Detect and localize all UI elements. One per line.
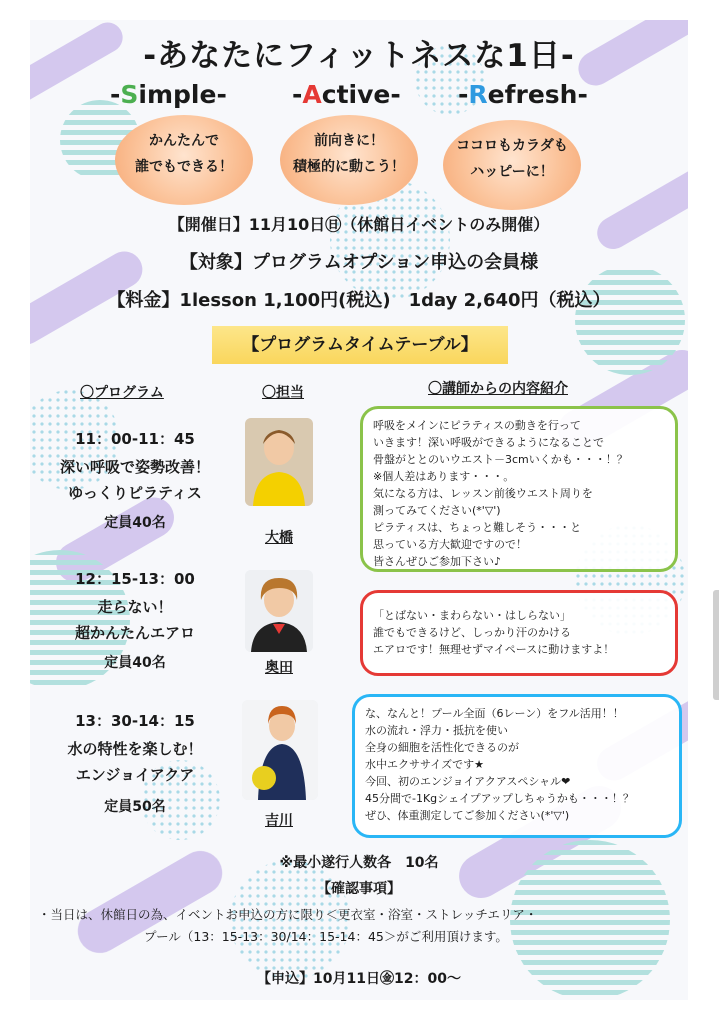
intro-line: 45分間で-1Kgシェイプアップしちゃうかも・・・！？ (365, 792, 634, 805)
intro-line: 今回、初のエンジョイアクアスペシャル❤ (365, 775, 571, 788)
session-time: 11：00-11：45 (75, 430, 195, 448)
instructor-name: 大橋 (265, 530, 293, 546)
keyword-desc-line: ハッピーに！ (470, 164, 554, 180)
intro-line: ※個人差はあります・・・。 (373, 470, 515, 483)
program-line: 水の特性を楽しむ！ (67, 740, 203, 758)
instructor-photo (242, 700, 318, 800)
keyword-refresh: -Refresh- (458, 80, 588, 109)
intro-line: 水中エクササイズです★ (365, 758, 484, 771)
session-program (35, 594, 235, 646)
session-capacity: 定員50名 (104, 799, 166, 815)
keyword-desc-line: かんたんで (149, 133, 219, 149)
intro-box (360, 406, 678, 572)
intro-line: 全身の細胞を活性化できるのが (365, 741, 519, 754)
keyword-desc-refresh (443, 133, 581, 185)
application-info: 【申込】10月11日㊎12：00～ (257, 971, 461, 987)
event-poster (30, 20, 688, 1000)
intro-line: 誰でもできるけど、しっかり汗のかける (373, 626, 571, 639)
program-line: 深い呼吸で姿勢改善！ (59, 458, 210, 476)
keyword-desc-simple (115, 128, 253, 180)
keyword-rest: efresh (487, 80, 578, 109)
event-date: 【開催日】11月10日㊐（休館日イベントのみ開催） (168, 215, 550, 234)
intro-box (360, 590, 678, 676)
keyword-initial: S (120, 80, 139, 109)
program-line: エンジョイアクア (75, 766, 195, 784)
person-icon (245, 570, 313, 652)
keyword-rest: imple (138, 80, 217, 109)
confirm-notes (38, 904, 683, 948)
confirm-title: 【確認事項】 (317, 881, 401, 897)
keyword-desc-line: 誰でもできる！ (135, 159, 233, 175)
intro-line: 思っている方大歓迎ですので！ (373, 538, 527, 551)
poster-title: -あなたにフィットネスな1日- (143, 38, 575, 74)
keyword-desc-line: ココロもカラダも (456, 138, 568, 154)
session-capacity: 定員40名 (104, 655, 166, 671)
instructor-name: 吉川 (265, 813, 293, 829)
event-fee: 【料金】1lesson 1,100円(税込) 1day 2,640円（税込） (107, 290, 611, 311)
intro-line: 呼吸をメインにピラティスの動きを行って (373, 419, 581, 432)
header-instructor: 〇担当 (262, 385, 304, 401)
person-icon (242, 700, 318, 800)
keyword-desc-line: 積極的に動こう！ (293, 159, 405, 175)
event-target: 【対象】プログラムオプション申込の会員様 (179, 252, 539, 273)
program-line: 走らない！ (97, 598, 173, 616)
program-line: 超かんたんエアロ (74, 624, 195, 642)
session-time: 12：15-13：00 (75, 570, 195, 588)
session-program (35, 454, 235, 506)
intro-line: な、なんと！プール全面（6レーン）をフル活用！！ (365, 707, 624, 720)
confirm-line: ・当日は、休館日の為、イベントお申込の方に限り＜更衣室・浴室・ストレッチエリア・ (38, 907, 538, 922)
timetable-banner: 【プログラムタイムテーブル】 (212, 326, 508, 364)
intro-line: 皆さんぜひご参加下さい♪ (373, 555, 502, 568)
instructor-photo (245, 570, 313, 652)
header-intro: 〇講師からの内容紹介 (428, 381, 568, 397)
instructor-photo (245, 418, 313, 506)
intro-line: 「とばない・まわらない・はしらない」 (373, 609, 571, 622)
intro-line: いきます！深い呼吸ができるようになることで (373, 436, 604, 449)
keyword-active: -Active- (292, 80, 401, 109)
confirm-line: プール（13：15-13：30/14：15-14：45＞がご利用頂けます。 (144, 929, 508, 944)
keyword-initial: A (302, 80, 322, 109)
intro-box (352, 694, 682, 838)
keyword-simple: -Simple- (110, 80, 227, 109)
scrollbar-thumb[interactable] (713, 590, 719, 700)
header-program: 〇プログラム (80, 385, 164, 401)
intro-line: エアロです！無理せずマイペースに動けますよ！ (373, 643, 615, 656)
session-program (35, 736, 235, 788)
intro-line: ピラティスは、ちょっと難しそう・・・と (373, 521, 582, 534)
keyword-initial: R (468, 80, 488, 109)
person-icon (245, 418, 313, 506)
minimum-participants: ※最小遂行人数各 10名 (279, 855, 439, 871)
intro-line: 水の流れ・浮力・抵抗を使い (365, 724, 508, 737)
intro-line: 骨盤がととのいウエスト－3cmいくかも・・・！？ (373, 453, 628, 466)
session-capacity: 定員40名 (104, 515, 166, 531)
keyword-desc-active (280, 128, 418, 180)
instructor-name: 奥田 (265, 660, 293, 676)
program-line: ゆっくりピラティス (68, 484, 202, 502)
intro-line: 気になる方は、レッスン前後ウエスト周りを (373, 487, 593, 500)
keyword-rest: ctive (321, 80, 391, 109)
intro-line: ぜひ、体重測定してご参加ください(*'▽') (365, 809, 570, 822)
keyword-desc-line: 前向きに！ (314, 133, 384, 149)
intro-line: 測ってみてください(*'▽') (373, 504, 501, 517)
session-time: 13：30-14：15 (75, 712, 195, 730)
